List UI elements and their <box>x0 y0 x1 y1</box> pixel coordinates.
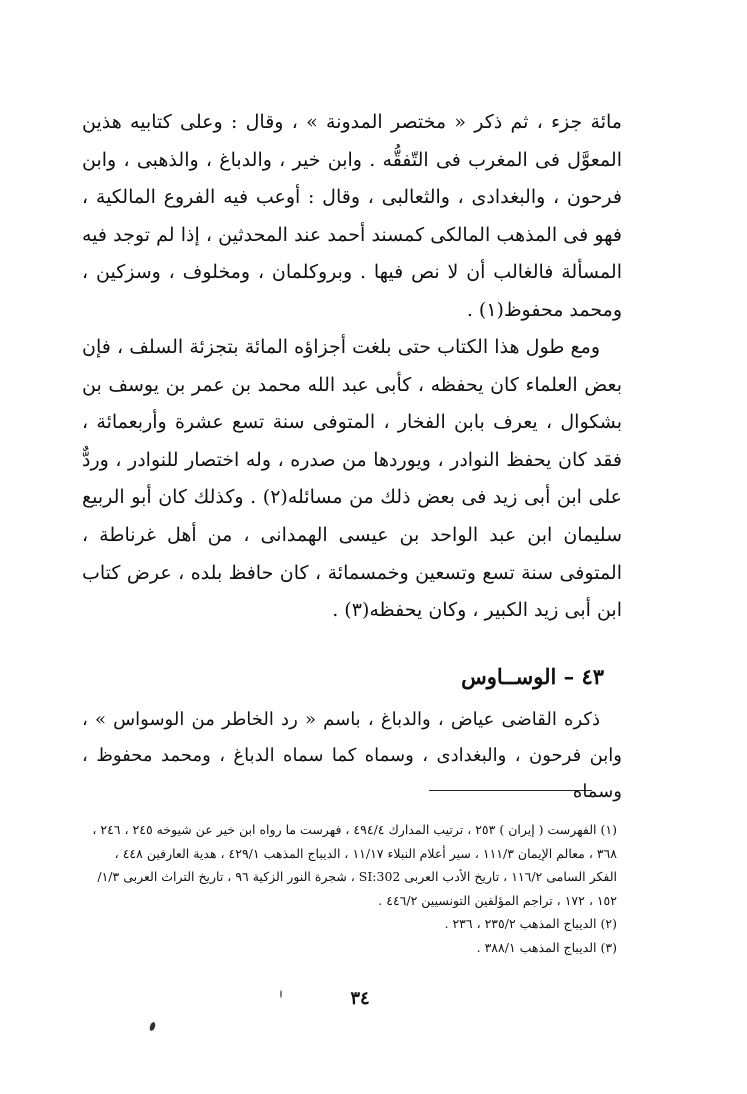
footnote-separator <box>429 790 592 791</box>
ink-speck <box>149 1021 157 1031</box>
section-heading: ٤٣ – الوســاوس <box>461 664 604 689</box>
ink-speck <box>280 990 282 998</box>
footnote-3: (٣) الديباج المذهب ٣٨٨/١ . <box>476 939 617 955</box>
paragraph-1: مائة جزء ، ثم ذكر « مختصر المدونة » ، وقال : وعلى كتابيه هذين المعوَّل فى المغرب فى التّفقُّه . وابن خير ، والدباغ ، والذهبى ، وابن فرحون ، والبغدادى ، والثعالبى ، وقال : أوعب فيه الفروع المالكية ، فهو فى المذهب المالكى كمسند أحمد عند المحدثين ، إذا لم توجد فيه المسألة فالغالب أن لا نص فيها . وبروكلمان ، ومخلوف ، وسزكين ، ومحمد محفوظ(١) . <box>82 111 622 321</box>
paragraph-3: ذكره القاضى عياض ، والدباغ ، باسم « رد الخاطر من الوسواس » ، وابن فرحون ، والبغدادى ، وسماه كما سماه الدباغ ، ومحمد محفوظ ، وسماه <box>82 709 622 802</box>
page-number: ٣٤ <box>350 988 370 1009</box>
paragraph-2: ومع طول هذا الكتاب حتى بلغت أجزاؤه المائة بتجزئة السلف ، فإن بعض العلماء كان يحفظه ، كأبى عبد الله محمد بن عمر بن يوسف بن بشكوال ، يعرف بابن الفخار ، المتوفى سنة تسع عشرة وأربعمائة ، فقد كان يحفظ النوادر ، ويوردها من صدره ، وله اختصار للنوادر ، وردٌّ على ابن أبى زيد فى بعض ذلك من مسائله(٢) . وكذلك كان أبو الربيع سليمان ابن عبد الواحد بن عيسى الهمدانى ، من أهل غرناطة ، المتوفى سنة تسع وتسعين وخمسمائة ، كان حافظ بلده ، عرض كتاب ابن أبى زيد الكبير ، وكان يحفظه(٣) . <box>82 336 622 622</box>
footnotes <box>92 818 617 959</box>
footnote-1: (١) الفهرست ( إيران ) ٢٥٣ ، ترتيب المدارك ٤٩٤/٤ ، فهرست ما رواه ابن خير عن شيوخه ٢٤٥ ، ٢٤٦ ، ٣٦٨ ، معالم الإيمان ١١١/٣ ، سير أعلام النبلاء ١١/١٧ ، الديباج المذهب ٤٢٩/١ ، هدية العارفين ٤٤٨ ، الفكر السامى ١١٦/٢ ، تاريخ الأدب العربى SI:302 ، شجرة النور الزكية ٩٦ ، تاريخ التراث العربى ١/٣/ ١٥٢ ، ١٧٢ ، تراجم المؤلفين التونسيين ٤٤٦/٢ . <box>92 822 617 908</box>
footnote-2: (٢) الديباج المذهب ٢٣٥/٢ ، ٢٣٦ . <box>444 916 617 931</box>
